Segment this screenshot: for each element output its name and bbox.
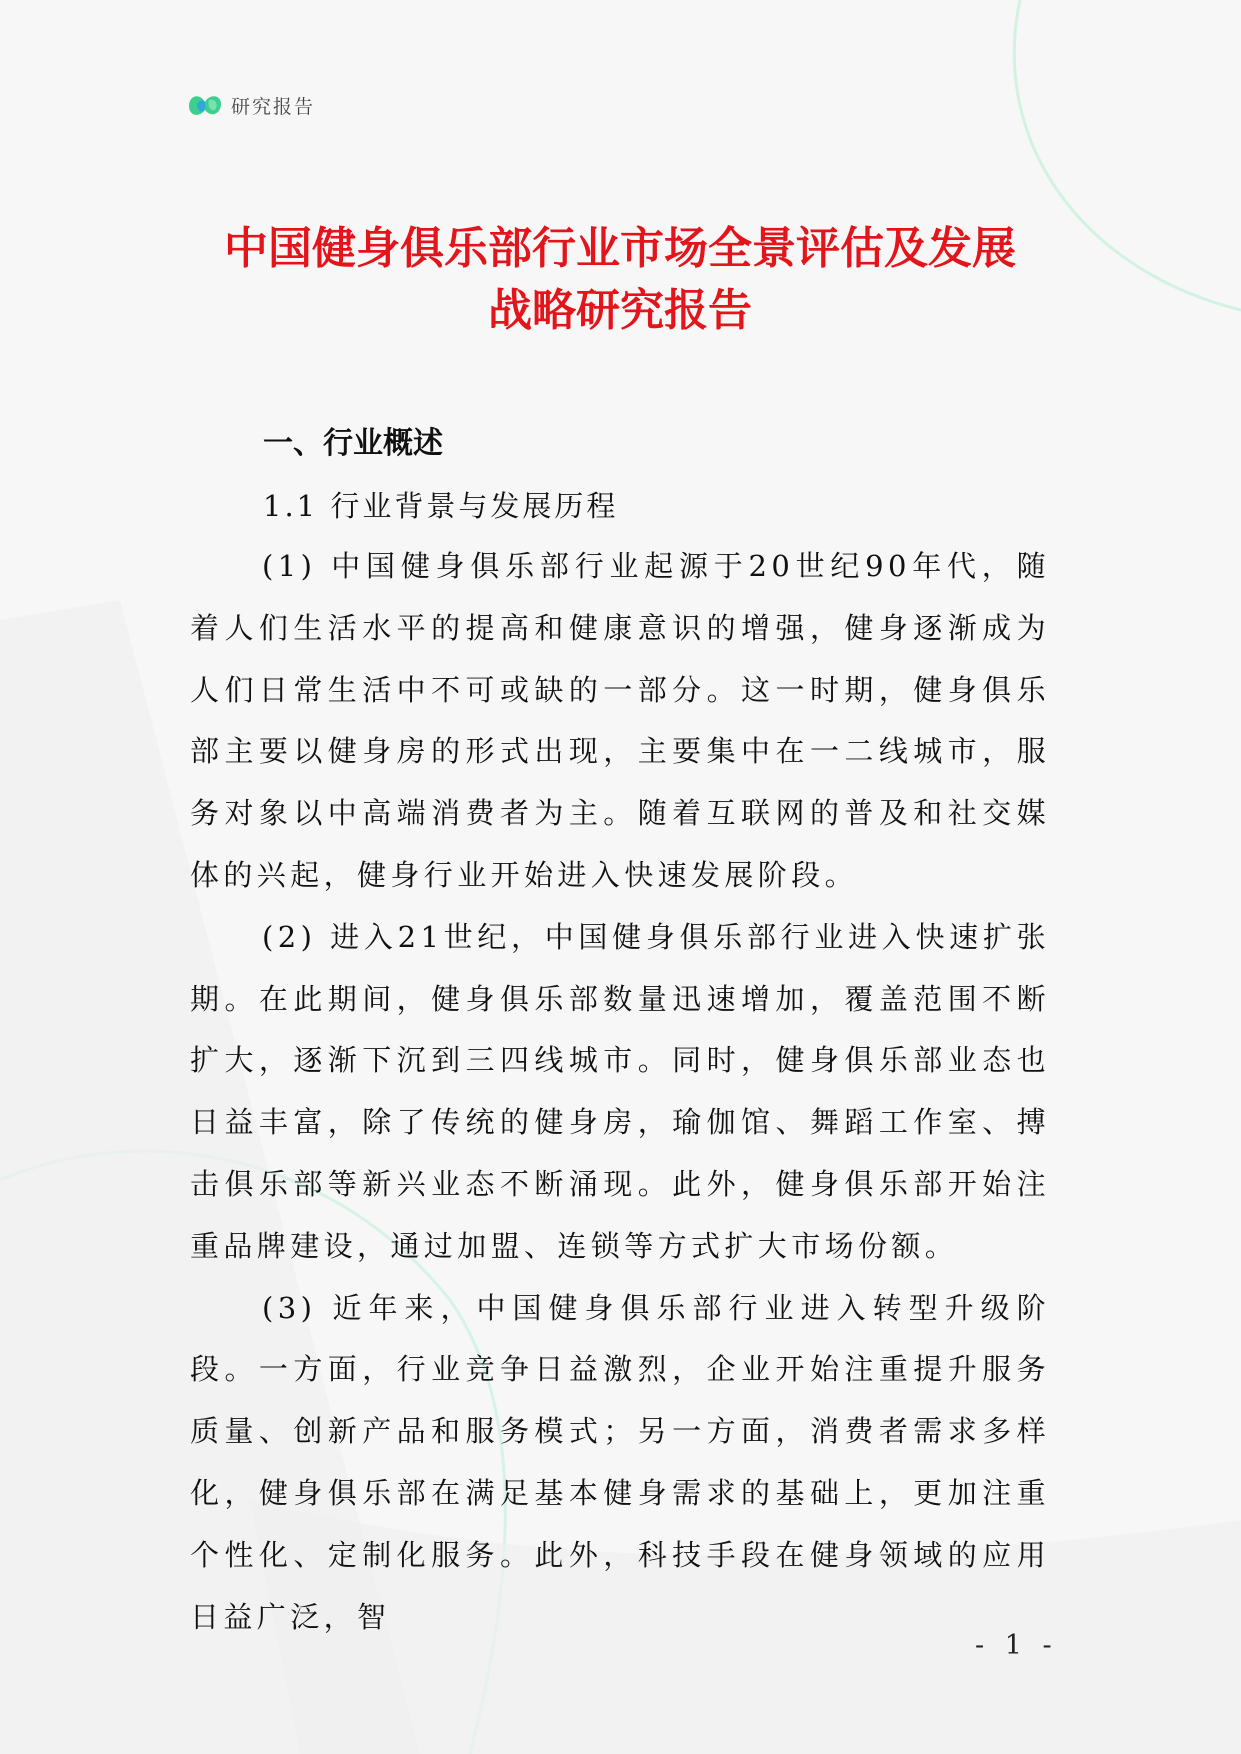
paragraph-3: (3) 近年来，中国健身俱乐部行业进入转型升级阶段。一方面，行业竞争日益激烈，企业开始注重提升服务质量、创新产品和服务模式；另一方面，消费者需求多样化，健身俱乐部在满足基本健身需求的基础上，更加注重个性化、定制化服务。此外，科技手段在健身领域的应用日益广泛，智 xyxy=(190,1290,1050,1634)
title-line-1: 中国健身俱乐部行业市场全景评估及发展 xyxy=(224,223,1016,274)
header-logo-text: 研究报告 xyxy=(231,95,316,118)
paragraph-1: (1) 中国健身俱乐部行业起源于20世纪90年代，随着人们生活水平的提高和健康意识的增强，健身逐渐成为人们日常生活中不可或缺的一部分。这一时期，健身俱乐部主要以健身房的形式出现，主要集中在一二线城市，服务对象以中高端消费者为主。随着互联网的普及和社交媒体的兴起，健身行业开始进入快速发展阶段。 xyxy=(190,549,1050,892)
header-logo xyxy=(187,90,315,120)
page-number: - 1 - xyxy=(975,1630,1058,1661)
green-leaf-logo-icon xyxy=(187,90,223,120)
document-title xyxy=(150,218,1090,342)
subsection-heading: 1.1 行业背景与发展历程 xyxy=(263,489,619,523)
paragraph-2: (2) 进入21世纪，中国健身俱乐部行业进入快速扩张期。在此期间，健身俱乐部数量迅速增加，覆盖范围不断扩大，逐渐下沉到三四线城市。同时，健身俱乐部业态也日益丰富，除了传统的健身房，瑜伽馆、舞蹈工作室、搏击俱乐部等新兴业态不断涌现。此外，健身俱乐部开始注重品牌建设，通过加盟、连锁等方式扩大市场份额。 xyxy=(190,919,1050,1263)
section-heading: 一、行业概述 xyxy=(263,426,443,461)
title-line-2: 战略研究报告 xyxy=(488,285,752,336)
body-text xyxy=(190,536,1050,1648)
